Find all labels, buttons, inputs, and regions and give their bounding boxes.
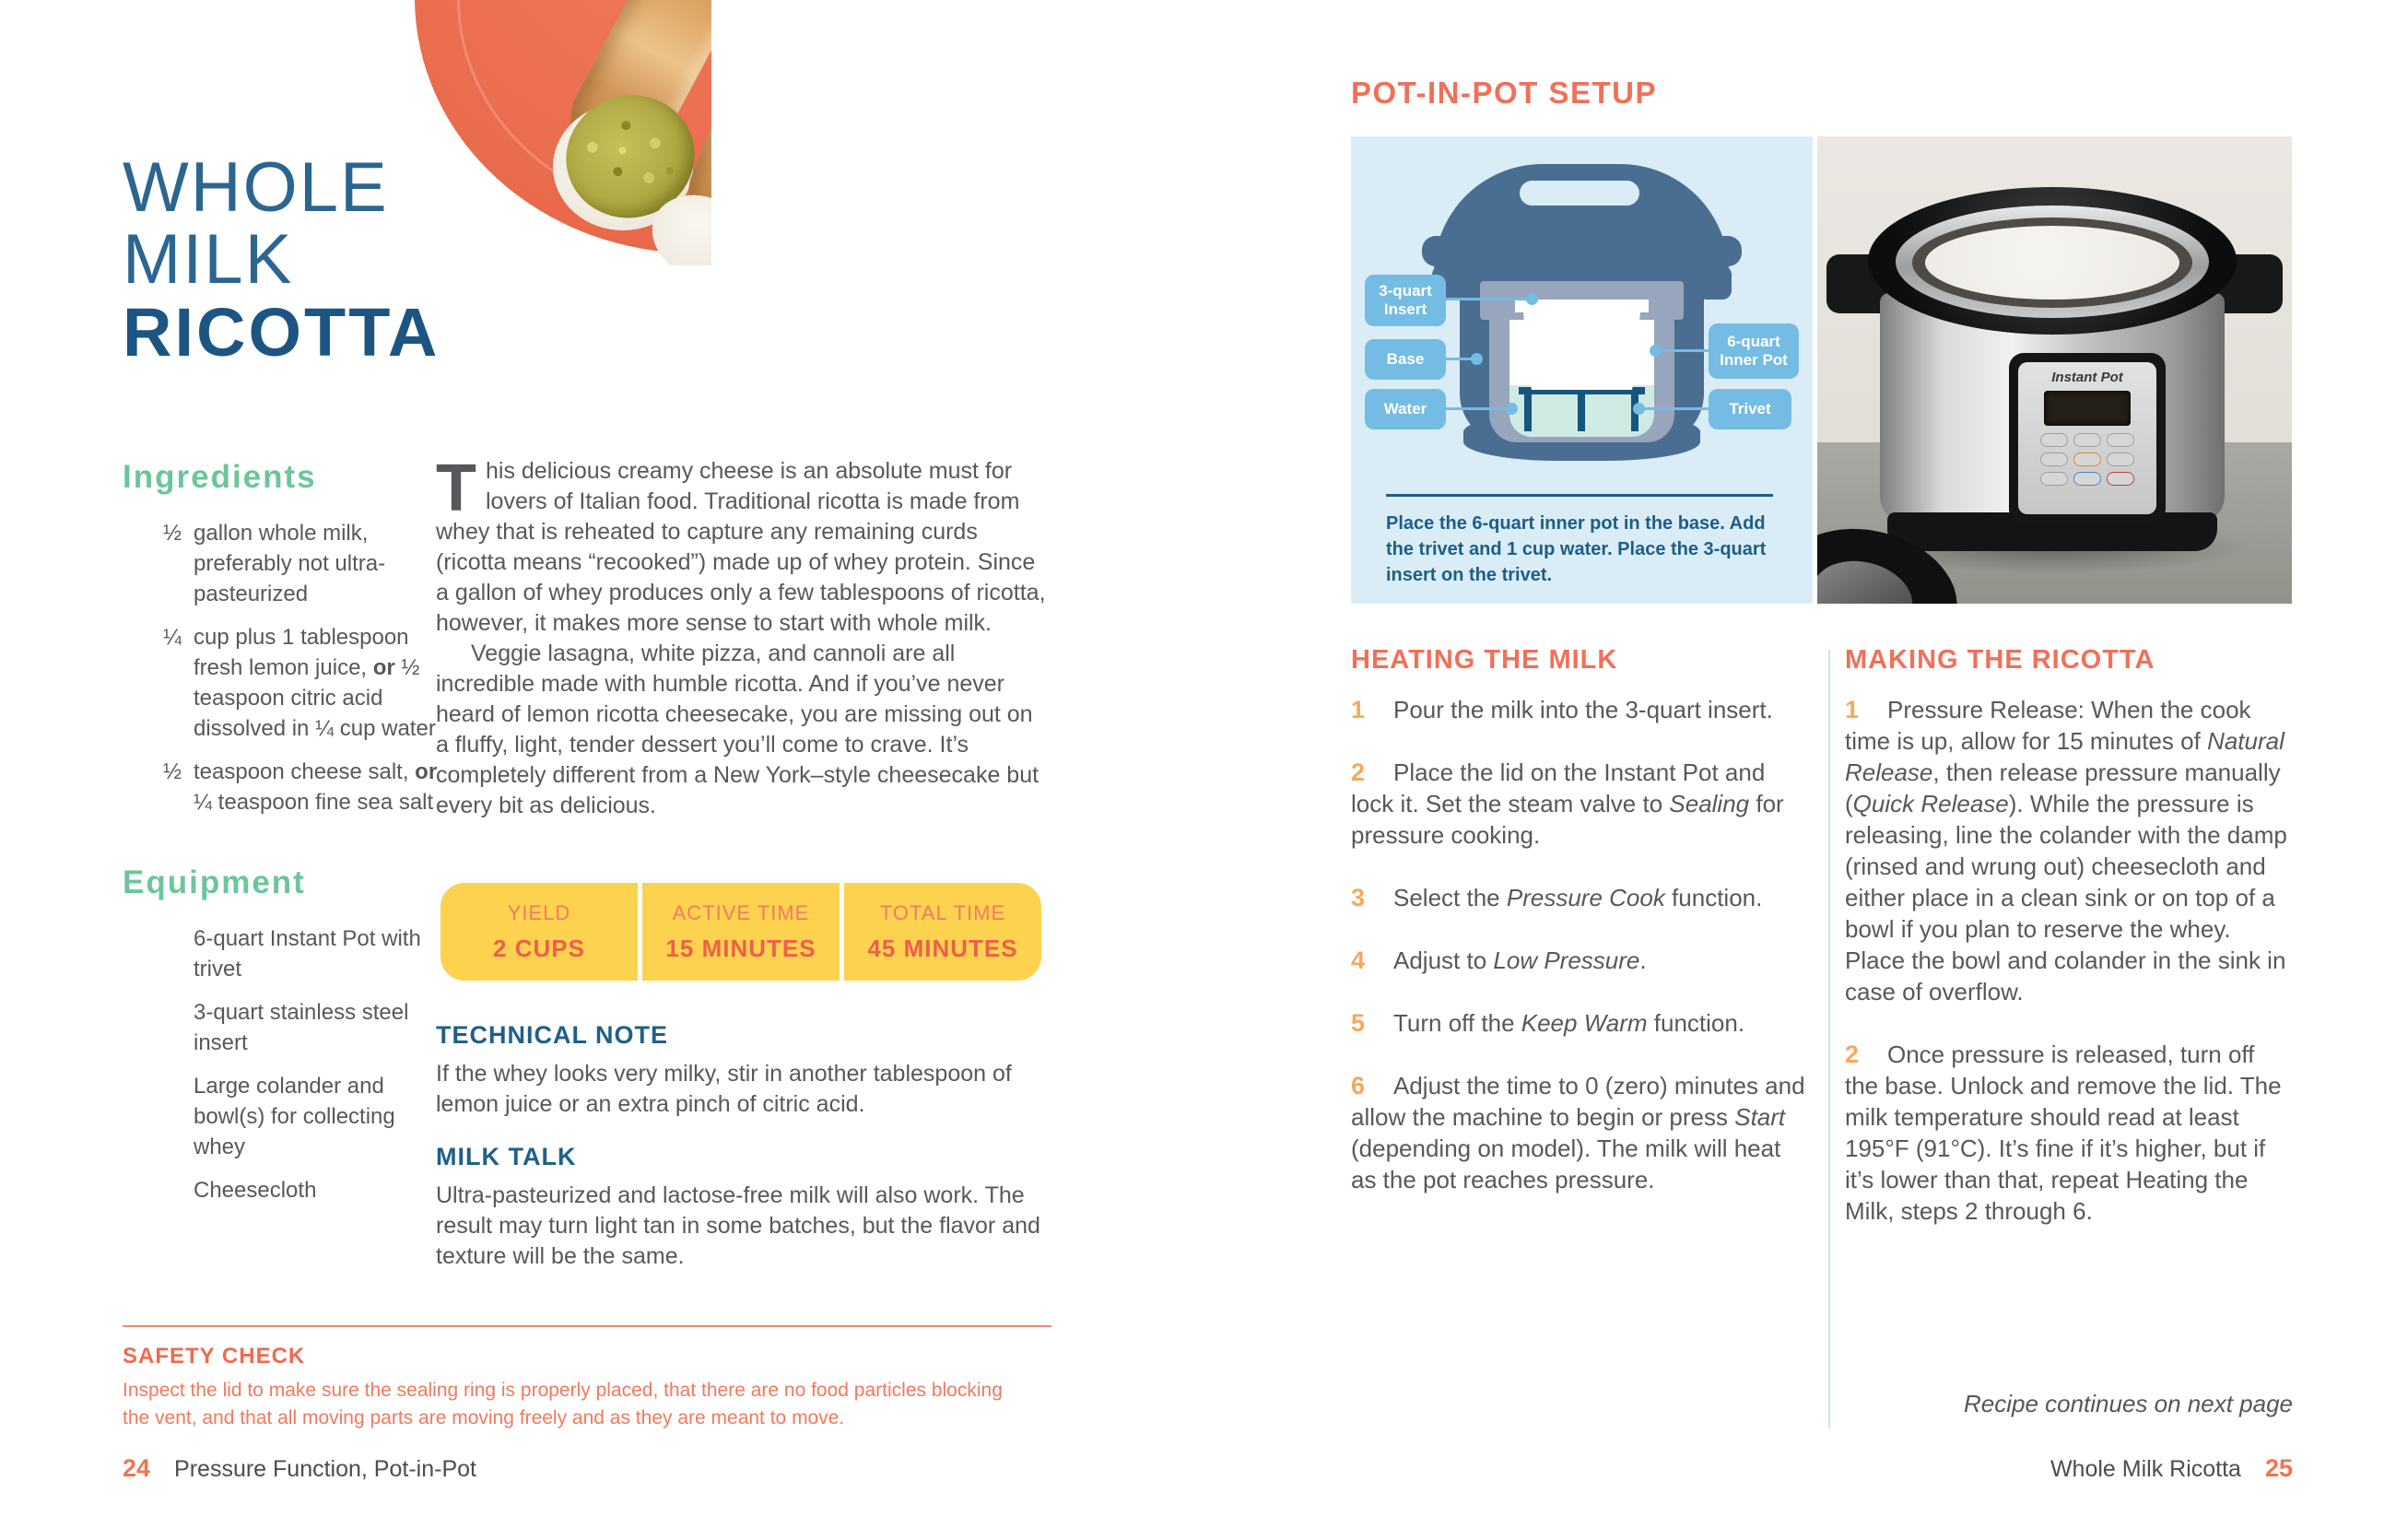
label-lead-line	[1655, 349, 1709, 352]
label-lead-line	[1640, 407, 1709, 410]
diagram-lid-handle-hole	[1520, 181, 1639, 206]
step-text: Pressure Release: When the cook time is up, allow for 15 minutes of Natural Release, then release pressure manually (Quick Release). While the pressure is releasing, line the colander with the damp (rinsed and wrung out) cheesecloth and either place in a clean sink or on top of a bowl if you plan to reserve the whey. Place the bowl and colander in the sink in case of overflow.	[1845, 696, 2287, 1005]
step-number: 2	[1351, 758, 1366, 786]
equipment-heading: Equipment	[123, 864, 306, 900]
label-water: Water	[1365, 389, 1446, 429]
equipment-item: Cheesecloth	[194, 1178, 317, 1203]
panel-button	[2107, 433, 2134, 447]
title-line-3: RICOTTA	[123, 294, 440, 370]
brand-logo: Instant Pot	[2051, 370, 2123, 385]
recipe-stats	[440, 883, 1041, 981]
stat-value: 45 MINUTES	[867, 935, 1018, 962]
stat-label: YIELD	[507, 901, 571, 924]
title-line-1: WHOLE	[123, 148, 389, 227]
stat-total-time	[844, 883, 1041, 981]
step	[1351, 757, 1812, 851]
ingredient-qty: ½	[163, 759, 182, 784]
left-page-footer	[123, 1454, 476, 1483]
equipment-list	[123, 923, 440, 1205]
diagram-insert	[1523, 312, 1640, 390]
panel-buttons	[2018, 433, 2156, 486]
ingredients-list	[123, 518, 440, 817]
ingredient-qty: ¼	[163, 625, 182, 650]
stat-active-time	[642, 883, 840, 981]
milk-talk-text: Ultra-pasteurized and lactose-free milk will also work. The result may turn light tan in some batches, but the flavor and texture will be the same.	[436, 1182, 1040, 1269]
digital-display	[2044, 391, 2131, 426]
step-number: 5	[1351, 1009, 1366, 1037]
intro-paragraph-1	[436, 452, 1051, 639]
ingredients-section	[123, 459, 440, 830]
step-text: Adjust the time to 0 (zero) minutes and allow the machine to begin or press Start (depending on model). The milk will heat as the pot reaches pressure.	[1351, 1072, 1805, 1193]
panel-button	[2040, 433, 2068, 447]
label-base: Base	[1365, 339, 1446, 380]
safety-check-heading: SAFETY CHECK	[123, 1344, 306, 1369]
diagram-right-handle	[1697, 265, 1732, 300]
footer-recipe-title: Whole Milk Ricotta	[2050, 1456, 2241, 1482]
page-number: 24	[123, 1454, 151, 1482]
equipment-item: Large colander and bowl(s) for collecting whey	[194, 1074, 395, 1159]
making-steps	[1845, 694, 2293, 1227]
label-trivet: Trivet	[1709, 389, 1791, 429]
control-panel-face	[2018, 362, 2156, 514]
step	[1351, 882, 1812, 913]
pot-in-pot-diagram	[1351, 136, 1813, 604]
intro-text	[436, 452, 1051, 821]
step-text: Adjust to Low Pressure.	[1393, 946, 1647, 974]
panel-button	[2073, 453, 2101, 466]
label-dot	[1650, 345, 1662, 357]
intro-paragraph-2: Veggie lasagna, white pizza, and cannoli are all incredible made with humble ricotta. And if you’ve never heard of lemon ricotta cheesecake, you are missing out on a fluffy, light, tender dessert you’ll come to crave. It’s completely different from a New York–style cheesecake but every bit as delicious.	[436, 641, 1039, 818]
title-line-2: MILK	[123, 220, 294, 299]
recipe-continues-note: Recipe continues on next page	[1963, 1390, 2293, 1417]
diagram-caption: Place the 6-quart inner pot in the base. Add the trivet and 1 cup water. Place the 3-quart insert on the trivet.	[1386, 513, 1767, 585]
step-number: 3	[1351, 884, 1366, 911]
ingredient-text: gallon whole milk, preferably not ultra-pasteurized	[194, 521, 386, 606]
stat-label: TOTAL TIME	[879, 901, 1006, 924]
technical-note-text: If the whey looks very milky, stir in another tablespoon of lemon juice or an extra pinch of citric acid.	[436, 1061, 1012, 1117]
footer-section-title: Pressure Function, Pot-in-Pot	[174, 1456, 476, 1482]
ingredient-qty: ½	[163, 521, 182, 546]
step-text: Pour the milk into the 3-quart insert.	[1393, 696, 1773, 723]
step-number: 4	[1351, 946, 1366, 974]
label-dot	[1633, 403, 1645, 415]
label-lead-line	[1444, 407, 1514, 410]
step-number: 1	[1845, 696, 1860, 723]
equipment-item: 3-quart stainless steel insert	[194, 1000, 409, 1055]
ingredients-heading: Ingredients	[123, 459, 317, 495]
ingredient-item	[123, 757, 440, 817]
step	[1845, 694, 2293, 1007]
diagram-trivet-leg	[1524, 387, 1532, 431]
right-page-footer	[1751, 1454, 2293, 1483]
step-text: Once pressure is released, turn off the base. Unlock and remove the lid. The milk temperature should read at least 195°F (91°C). It’s fine if it’s higher, but if it’s lower than that, repeat Heating the Milk, steps 2 through 6.	[1845, 1040, 2282, 1225]
stat-yield	[440, 883, 638, 981]
column-divider	[1828, 650, 1830, 1428]
ingredient-item	[123, 622, 440, 744]
panel-button	[2107, 453, 2134, 466]
making-heading: MAKING THE RICOTTA	[1845, 645, 2155, 675]
step-text: Place the lid on the Instant Pot and lock it. Set the steam valve to Sealing for pressure cooking.	[1351, 758, 1784, 849]
label-6-quart-inner-pot: 6-quart Inner Pot	[1709, 323, 1799, 379]
stat-label: ACTIVE TIME	[672, 901, 810, 924]
label-dot	[1506, 403, 1518, 415]
technical-note-heading: TECHNICAL NOTE	[436, 1021, 669, 1049]
drop-cap: T	[436, 452, 476, 525]
step	[1845, 1039, 2293, 1227]
safety-check-text: Inspect the lid to make sure the sealing ring is properly placed, that there are no food particles blocking the vent, and that all moving parts are moving freely and as they are meant to move.	[123, 1380, 1003, 1428]
diagram-caption-rule	[1386, 494, 1773, 497]
equipment-section	[123, 864, 440, 1218]
stat-value: 2 CUPS	[493, 935, 585, 962]
ingredient-text: cup plus 1 tablespoon fresh lemon juice, or ½ teaspoon citric acid dissolved in ¼ cup water	[194, 625, 436, 741]
instant-pot-photo	[1817, 136, 2292, 604]
panel-button	[2107, 472, 2134, 486]
ingredient-text: teaspoon cheese salt, or ¼ teaspoon fine sea salt	[194, 759, 438, 815]
label-dot	[1471, 353, 1483, 365]
step-number: 2	[1845, 1040, 1860, 1068]
recipe-title	[123, 148, 519, 370]
step-text: Turn off the Keep Warm function.	[1393, 1009, 1745, 1037]
ingredient-item	[123, 518, 440, 609]
label-dot	[1526, 293, 1538, 305]
step	[1351, 694, 1812, 725]
safety-divider-rule	[123, 1325, 1051, 1327]
step	[1351, 945, 1812, 976]
panel-button	[2040, 472, 2068, 486]
heating-the-milk-section	[1351, 645, 1812, 1227]
milk-surface	[1925, 226, 2179, 300]
panel-button	[2040, 453, 2068, 466]
milk-talk-heading: MILK TALK	[436, 1143, 577, 1170]
safety-check-section	[123, 1344, 1035, 1432]
step-number: 1	[1351, 696, 1366, 723]
equipment-item: 6-quart Instant Pot with trivet	[194, 926, 421, 982]
panel-button	[2073, 472, 2101, 486]
panel-button	[2073, 433, 2101, 447]
label-lead-line	[1444, 298, 1533, 300]
step-number: 6	[1351, 1072, 1366, 1099]
step	[1351, 1070, 1812, 1195]
milk-talk-section	[436, 1143, 1051, 1272]
diagram-trivet-leg	[1578, 387, 1585, 431]
heating-heading: HEATING THE MILK	[1351, 645, 1618, 675]
step-text: Select the Pressure Cook function.	[1393, 884, 1763, 911]
step	[1351, 1007, 1812, 1039]
page-number: 25	[2264, 1454, 2293, 1482]
setup-heading: POT-IN-POT SETUP	[1351, 76, 1658, 110]
stat-value: 15 MINUTES	[665, 935, 816, 962]
technical-note-section	[436, 1021, 1051, 1120]
control-panel	[2009, 353, 2166, 523]
label-3-quart-insert: 3-quart Insert	[1365, 275, 1446, 326]
intro-paragraph-1-text: his delicious creamy cheese is an absolute must for lovers of Italian food. Traditional ricotta is made from whey that is reheated to capture any remaining curds (ricotta means “recooked”) made up of whey protein. Since a gallon of whey produces only a few tablespoons of ricotta, however, it makes more sense to start with whole milk.	[436, 458, 1046, 636]
making-the-ricotta-section	[1845, 645, 2293, 1258]
heating-steps	[1351, 694, 1812, 1195]
